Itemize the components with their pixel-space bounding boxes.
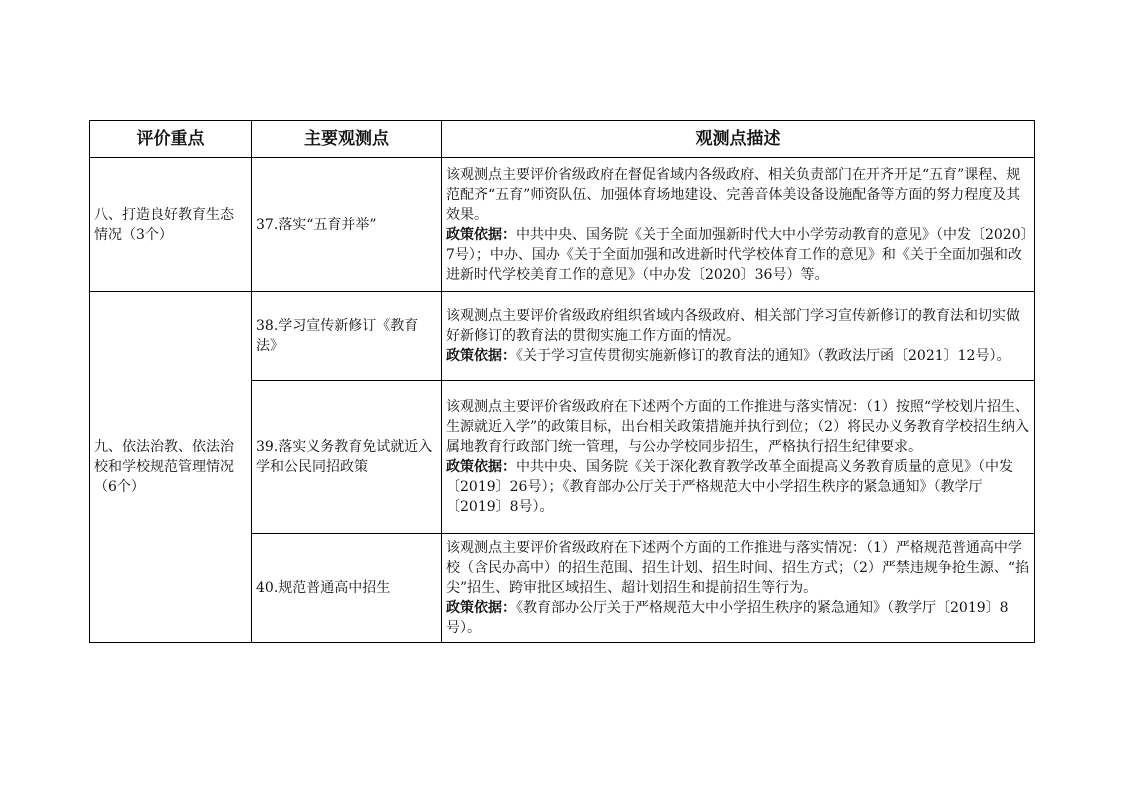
policy-basis (446, 225, 1030, 285)
observation-point-cell: 40.规范普通高中招生 (252, 534, 442, 643)
policy-basis-label: 政策依据： (446, 600, 516, 616)
observation-description-cell (442, 292, 1035, 381)
description-text: 该观测点主要评价省级政府在下述两个方面的工作推进与落实情况：（1）按照“学校划片招生、生源就近入学”的政策目标，出台相关政策措施并执行到位；（2）将民办义务教育学校招生纳入属地教育行政部门统一管理，与公办学校同步招生，严格执行招生纪律要求。 (446, 399, 1030, 455)
header-evaluation-focus: 评价重点 (90, 121, 252, 158)
policy-basis-text: 《教育部办公厅关于严格规范大中小学招生秩序的紧急通知》（教学厅〔2019〕8号）。 (446, 600, 1009, 636)
policy-basis-text: 中共中央、国务院《关于全面加强新时代大中小学劳动教育的意见》（中发〔2020〕7号）；中办、国办《关于全面加强和改进新时代学校体育工作的意见》和《关于全面加强和改进新时代学校美育工作的意见》（中办发〔2020〕36号）等。 (446, 226, 1028, 283)
header-observation-description: 观测点描述 (442, 121, 1035, 158)
policy-basis-label: 政策依据： (446, 226, 516, 243)
observation-description-cell (442, 381, 1035, 534)
policy-basis-text: 《关于学习宣传贯彻实施新修订的教育法的通知》（教政法厅函〔2021〕12号）。 (516, 348, 1011, 364)
observation-description-cell (442, 158, 1035, 292)
policy-basis-label: 政策依据： (446, 459, 516, 475)
policy-basis (446, 598, 1030, 638)
policy-basis-text: 中共中央、国务院《关于深化教育教学改革全面提高义务教育质量的意见》（中发〔2019〕26号）；《教育部办公厅关于严格规范大中小学招生秩序的紧急通知》（教学厅〔2019〕8号）。 (446, 459, 1013, 515)
policy-basis (446, 457, 1030, 517)
description-text: 该观测点主要评价省级政府组织省域内各级政府、相关部门学习宣传新修订的教育法和切实做好新修订的教育法的贯彻实施工作方面的情况。 (446, 308, 1020, 344)
header-main-observation-point: 主要观测点 (252, 121, 442, 158)
observation-description-cell (442, 534, 1035, 643)
observation-point-cell: 39.落实义务教育免试就近入学和公民同招政策 (252, 381, 442, 534)
description-text: 该观测点主要评价省级政府在下述两个方面的工作推进与落实情况：（1）严格规范普通高中学校（含民办高中）的招生范围、招生计划、招生时间、招生方式；（2）严禁违规争抢生源、“掐尖”招生、跨审批区域招生、超计划招生和提前招生等行为。 (446, 540, 1030, 596)
policy-basis-label: 政策依据： (446, 348, 516, 364)
evaluation-focus-cell: 九、依法治教、依法治校和学校规范管理情况（6个） (90, 292, 252, 643)
table-header-row (90, 121, 1035, 158)
policy-basis (446, 346, 1030, 366)
table-row (90, 158, 1035, 292)
evaluation-table (89, 120, 1035, 643)
evaluation-focus-cell: 八、打造良好教育生态情况（3个） (90, 158, 252, 292)
table-row (90, 292, 1035, 381)
observation-point-cell: 38.学习宣传新修订《教育法》 (252, 292, 442, 381)
description-text: 该观测点主要评价省级政府在督促省域内各级政府、相关负责部门在开齐开足“五育”课程、规范配齐“五育”师资队伍、加强体育场地建设、完善音体美设备设施配备等方面的努力程度及其效果。 (446, 166, 1021, 223)
observation-point-cell: 37.落实“五育并举” (252, 158, 442, 292)
